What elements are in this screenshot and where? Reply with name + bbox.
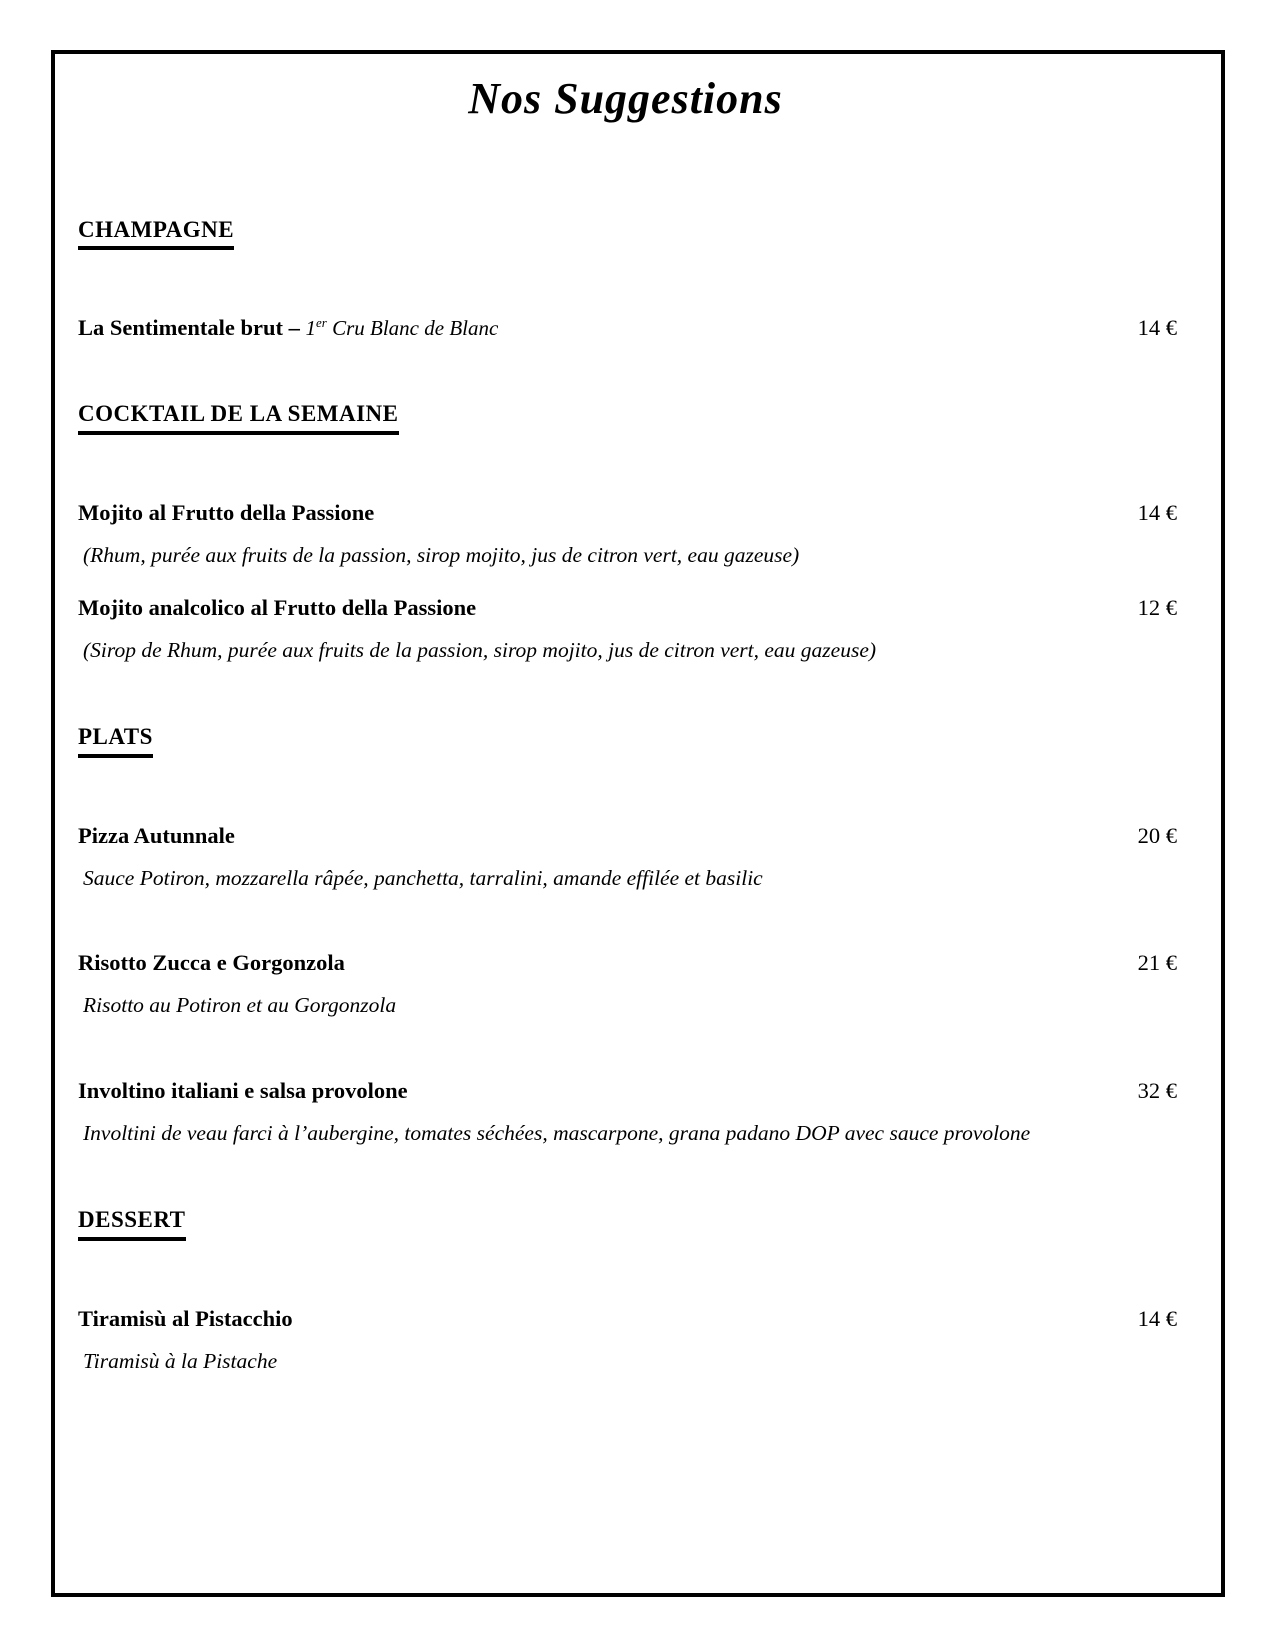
page-title: Nos Suggestions [468,74,783,123]
section-dessert [74,1207,1177,1374]
item-name: Mojito al Frutto della Passione [78,499,375,525]
item-price: 20 € [1137,822,1177,848]
annotation-superscript: er [316,315,327,331]
item-name: Involtino italiani e salsa provolone [78,1078,408,1104]
item-row [78,949,1177,976]
item-name [78,314,498,341]
item-price: 14 € [1137,499,1177,525]
item-description: (Sirop de Rhum, purée aux fruits de la passion, sirop mojito, jus de citron vert, eau gazeuse) [83,638,877,663]
item-row [78,314,1177,341]
menu-item-risotto [74,949,1177,1019]
menu-item-involtino [74,1077,1177,1147]
item-description: (Rhum, purée aux fruits de la passion, sirop mojito, jus de citron vert, eau gazeuse) [83,542,800,567]
section-cocktail [74,401,1177,664]
item-description: Tiramisù à la Pistache [83,1348,278,1373]
item-annotation [306,316,499,340]
section-heading-plats: PLATS [78,724,153,757]
annotation-rest: Cru Blanc de Blanc [326,316,499,341]
item-name: Tiramisù al Pistacchio [78,1305,293,1331]
menu-page [51,50,1225,1597]
menu-item-tiramisu [74,1305,1177,1375]
section-heading-champagne: CHAMPAGNE [78,217,234,250]
item-description: Involtini de veau farci à l’aubergine, tomates séchées, mascarpone, grana padano DOP avec sauce provolone [83,1121,1031,1146]
annotation-base: 1 [305,316,316,341]
item-row [78,1305,1177,1332]
menu-item-la-sentimentale [74,314,1177,341]
item-row [78,499,1177,526]
item-name: Risotto Zucca e Gorgonzola [78,950,345,976]
item-price: 21 € [1137,950,1177,976]
item-row [78,822,1177,849]
item-name: Pizza Autunnale [78,822,235,848]
item-description: Risotto au Potiron et au Gorgonzola [83,993,397,1018]
item-price: 32 € [1137,1078,1177,1104]
menu-item-pizza [74,822,1177,892]
item-name: Mojito analcolico al Frutto della Passione [78,595,477,621]
item-price: 14 € [1137,315,1177,341]
section-champagne [74,217,1177,342]
section-heading-dessert: DESSERT [78,1207,186,1240]
item-row [78,594,1177,621]
item-name-bold: La Sentimentale brut – [78,315,306,341]
menu-item-mojito [74,499,1177,569]
section-heading-cocktail: COCKTAIL DE LA SEMAINE [78,401,399,434]
menu-item-mojito-analcolico [74,594,1177,664]
item-row [78,1077,1177,1104]
item-price: 12 € [1137,595,1177,621]
item-price: 14 € [1137,1305,1177,1331]
item-description: Sauce Potiron, mozzarella râpée, panchetta, tarralini, amande effilée et basilic [83,865,763,890]
section-plats [74,724,1177,1147]
